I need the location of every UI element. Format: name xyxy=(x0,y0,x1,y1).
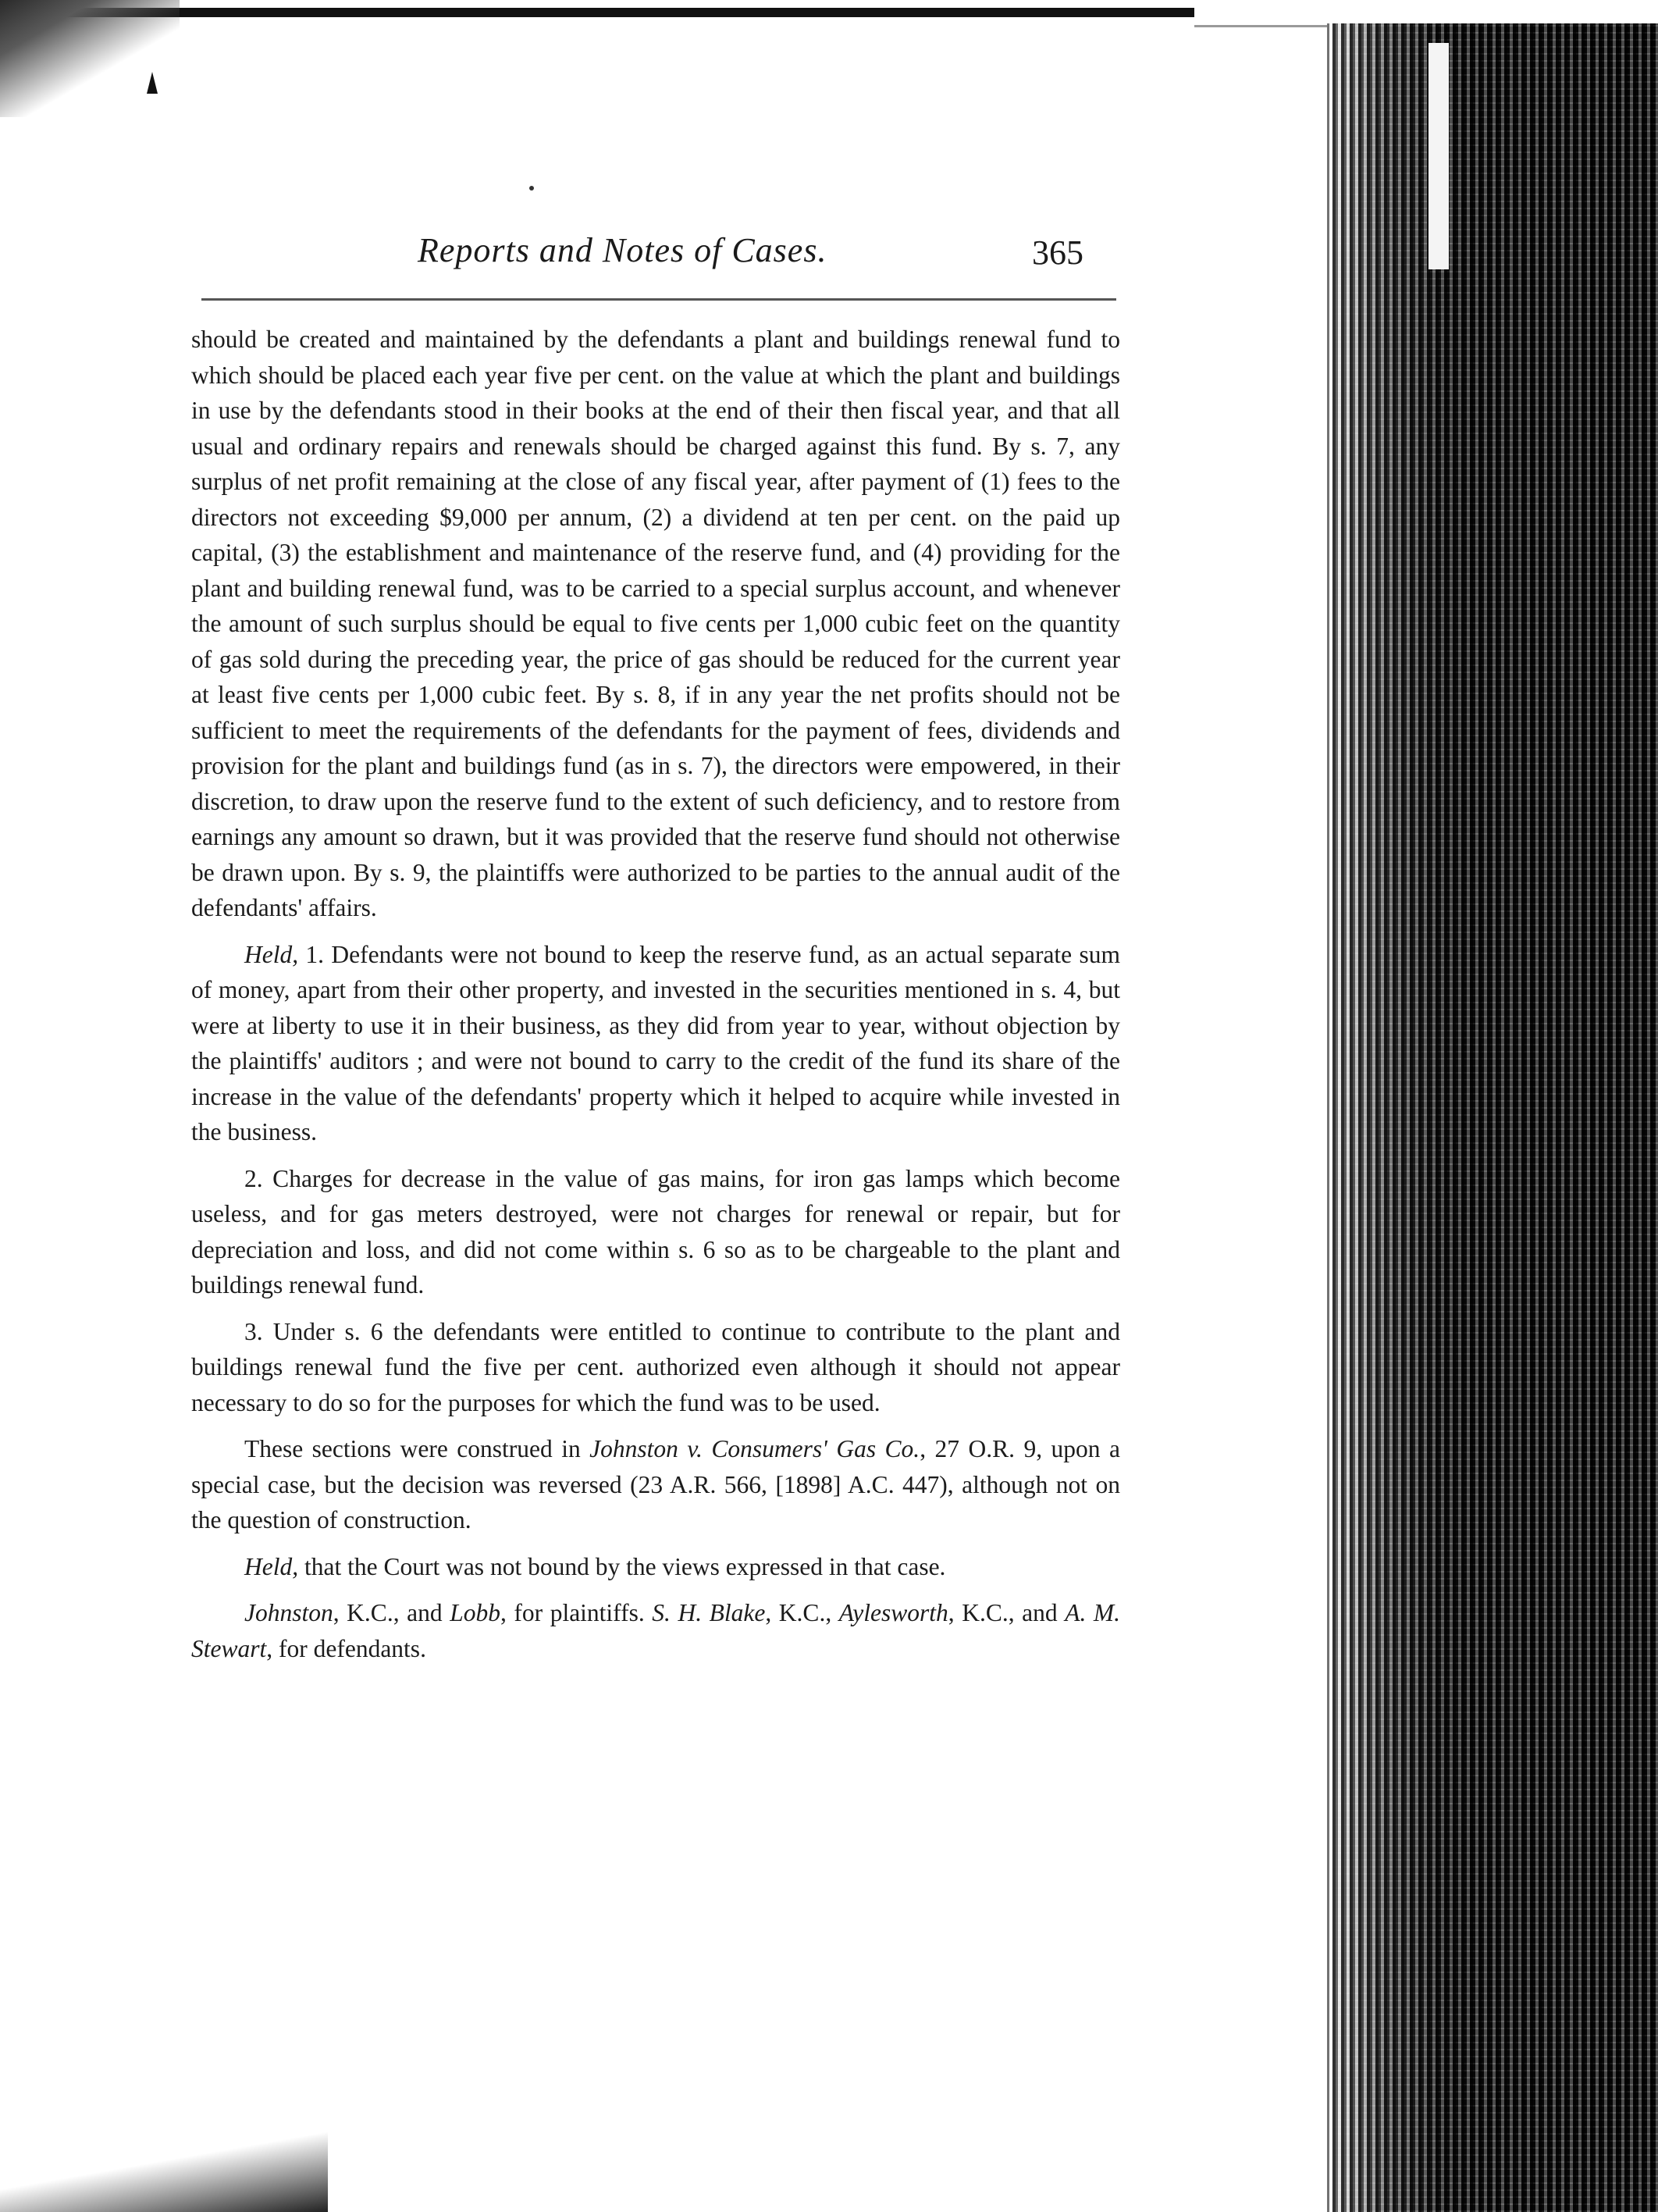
paragraph-continued: should be created and maintained by the defendants a plant and buildings renewal fund to which should be placed each year five per cent. on the value at which the plant and buildings in use by the defendants stood in their books at the end of their then fiscal year, and that all usual and ordinary repairs and renewals should be charged against this fund. By s. 7, any surplus of net profit remaining at the close of any fiscal year, after payment of (1) fees to the directors not exceeding $9,000 per annum, (2) a dividend at ten per cent. on the paid up capital, (3) the establishment and maintenance of the reserve fund, and (4) providing for the plant and building renewal fund, was to be carried to a special surplus account, and whenever the amount of such surplus should be equal to five cents per 1,000 cubic feet on the quantity of gas sold during the preceding year, the price of gas should be reduced for the current year at least five cents per 1,000 cubic feet. By s. 8, if in any year the net profits should not be sufficient to meet the requirements of the defendants for the payment of fees, dividends and provision for the plant and buildings fund (as in s. 7), the directors were empowered, in their discretion, to draw upon the reserve fund to the extent of such deficiency, and to restore from earnings any amount so drawn, but it was provided that the reserve fund should not otherwise be drawn upon. By s. 9, the plaintiffs were authorized to be parties to the annual audit of the defendants' affairs. xyxy=(191,326,1120,921)
counsel-text: , for defendants. xyxy=(266,1634,426,1662)
scan-corner-smudge xyxy=(0,0,180,117)
scan-right-edge xyxy=(1327,23,1658,2212)
held-2-text: that the Court was not bound by the views expressed in that case. xyxy=(298,1552,946,1580)
construed-post: , 27 O.R. 9, upon a special case, but the decision was reversed (23 A.R. 566, [1898] A.C. 447), although not on the question of construction. xyxy=(191,1435,1120,1533)
header-rule xyxy=(201,298,1116,301)
counsel-name: A. M. Stewart xyxy=(191,1599,1120,1662)
paragraph-point-2: 2. Charges for decrease in the value of gas mains, for iron gas lamps which become useless, and for gas meters destroyed, were not charges for renewal or repair, but for depreciation and loss, and did not come within s. 6 so as to be chargeable to the plant and buildings renewal fund. xyxy=(191,1164,1120,1298)
paragraph-held-2 xyxy=(191,1549,1120,1585)
scan-dot xyxy=(529,186,534,191)
counsel-name: Lobb xyxy=(450,1599,500,1626)
scan-top-edge xyxy=(55,8,1194,17)
counsel-text: , K.C., and xyxy=(333,1599,450,1626)
held-label-2: Held, xyxy=(244,1552,299,1580)
counsel-name: Johnston xyxy=(244,1599,333,1626)
paragraph-construed xyxy=(191,1431,1120,1538)
case-citation: Johnston v. Consumers' Gas Co. xyxy=(589,1435,920,1462)
paragraph-held-1 xyxy=(191,937,1120,1150)
construed-pre: These sections were construed in xyxy=(244,1435,590,1462)
counsel-text: , for plaintiffs. xyxy=(500,1599,653,1626)
counsel-name: Aylesworth xyxy=(838,1599,948,1626)
held-label: Held, xyxy=(244,940,299,968)
paragraph-point-3: 3. Under s. 6 the defendants were entitled to continue to contribute to the plant and buildings renewal fund the five per cent. authorized even although it should not appear necessary to do so for the purposes for which the fund was to be used. xyxy=(191,1317,1120,1416)
page-body xyxy=(191,322,1120,1666)
paragraph-counsel xyxy=(191,1595,1120,1666)
counsel-text: , K.C., and xyxy=(948,1599,1066,1626)
scan-bottom-smudge xyxy=(0,2124,328,2212)
running-head: Reports and Notes of Cases. xyxy=(418,231,827,269)
page-number: 365 xyxy=(1032,233,1083,272)
scan-right-edge-highlight xyxy=(1429,43,1449,269)
held-1-text: 1. Defendants were not bound to keep the reserve fund, as an actual separate sum of money, apart from their other property, and invested in the securities mentioned in s. 4, but were at liberty to use it in their business, as they did from year to year, without objection by the plaintiffs' auditors ; and were not bound to carry to the credit of the fund its share of the increase in the value of the defendants' property which it helped to acquire while invested in the business. xyxy=(191,940,1120,1145)
counsel-text: , K.C., xyxy=(765,1599,839,1626)
counsel-name: S. H. Blake xyxy=(652,1599,766,1626)
